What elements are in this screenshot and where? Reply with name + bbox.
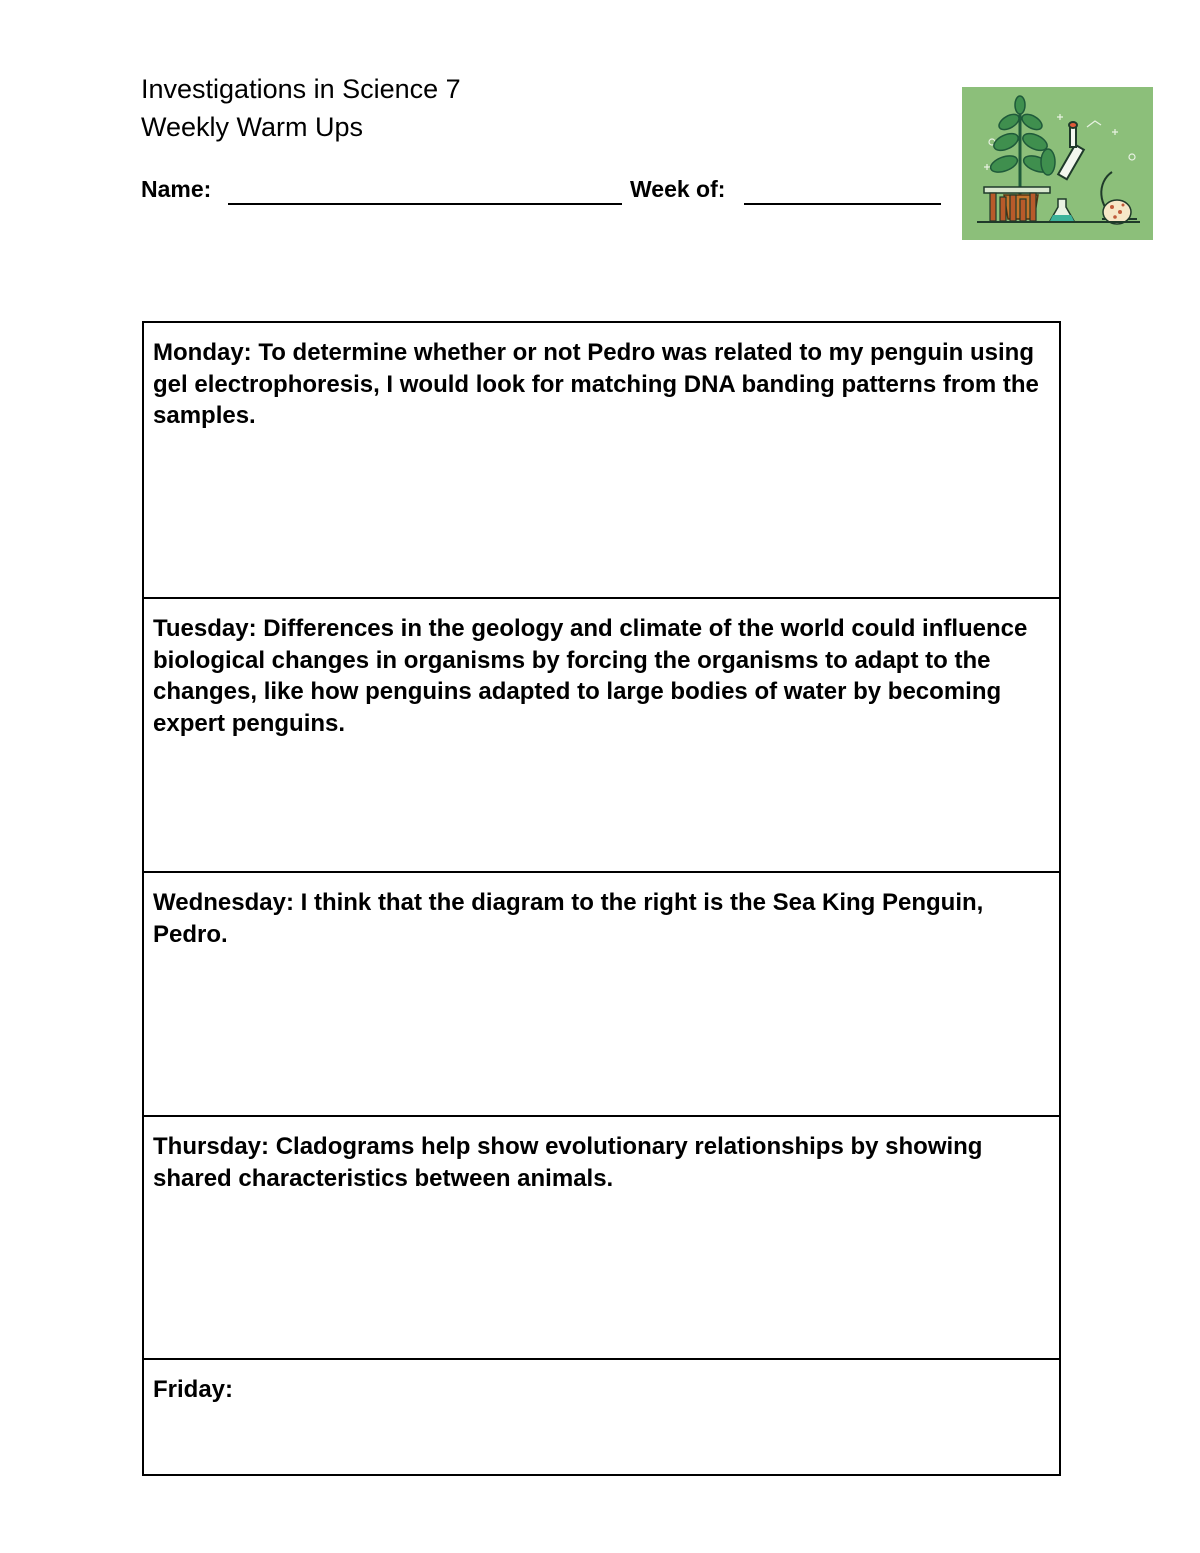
tuesday-label: Tuesday: [153,615,257,642]
thursday-cell[interactable] [144,1117,1059,1360]
wednesday-label: Wednesday: [153,889,294,916]
name-week-row [141,176,211,210]
friday-cell[interactable] [144,1360,1059,1474]
week-of-label: Week of: [630,176,726,202]
course-title: Investigations in Science 7 [141,74,461,104]
name-label: Name: [141,176,212,202]
science-lab-plant-icon [962,87,1153,240]
thursday-label: Thursday: [153,1133,270,1160]
week-of-blank-line[interactable] [744,203,941,205]
monday-label: Monday: [153,339,252,366]
thursday-response: Cladograms help show evolutionary relationships by showing shared characteristics between animals. [153,1133,983,1192]
name-blank-line[interactable] [228,203,622,205]
tuesday-cell[interactable] [144,599,1059,873]
friday-label: Friday: [153,1376,234,1403]
monday-cell[interactable] [144,323,1059,599]
tuesday-response: Differences in the geology and climate of the world could influence biological changes in organisms by forcing the organisms to adapt to the changes, like how penguins adapted to large bodies of water by becoming expert penguins. [153,615,1028,737]
warm-up-table [142,321,1061,1476]
wednesday-cell[interactable] [144,873,1059,1117]
wednesday-response: I think that the diagram to the right is the Sea King Penguin, Pedro. [153,889,984,948]
worksheet-subtitle: Weekly Warm Ups [141,112,364,142]
week-of-row [630,176,725,210]
monday-response: To determine whether or not Pedro was related to my penguin using gel electrophoresis, I would look for matching DNA banding patterns from the samples. [153,339,1039,429]
